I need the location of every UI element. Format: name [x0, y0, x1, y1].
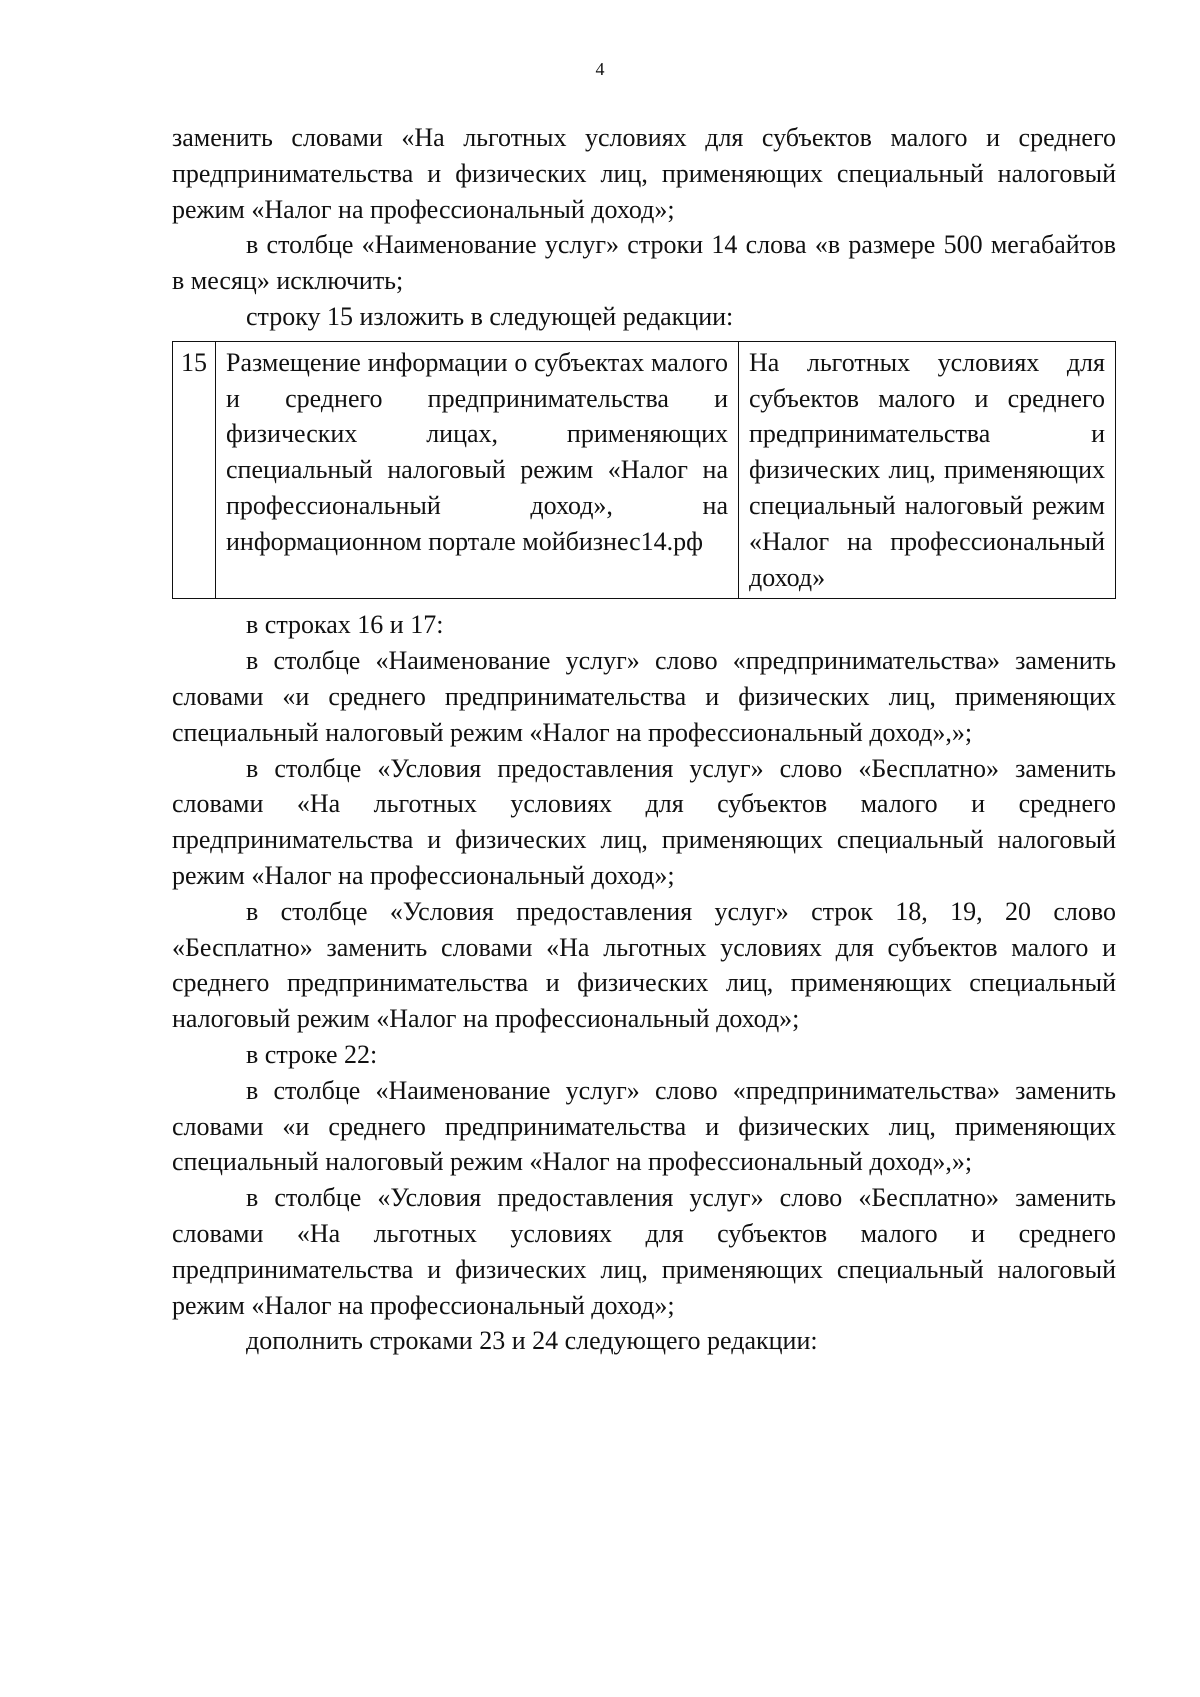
paragraph: в столбце «Условия предоставления услуг» слово «Бесплатно» заменить словами «На льготных условиях для субъектов малого и среднего предпринимательства и физических лиц, применяющих специальный налоговый режим «Налог на профессиональный доход»; — [172, 753, 1116, 890]
paragraph: в столбце «Наименование услуг» слово «предпринимательства» заменить словами «и среднего предпринимательства и физических лиц, применяющих специальный налоговый режим «Налог на профессиональный доход»,»; — [172, 646, 1116, 747]
services-table — [172, 341, 1116, 600]
service-conditions-cell: На льготных условиях для субъектов малого и среднего предпринимательства и физических лиц, применяющих специальный налоговый режим «Налог на профессиональный доход» — [739, 341, 1116, 599]
paragraph: строку 15 изложить в следующей редакции: — [246, 301, 734, 331]
table-row — [173, 341, 1116, 599]
paragraph: в столбце «Наименование услуг» строки 14 слова «в размере 500 мегабайтов в месяц» исключить; — [172, 230, 1116, 296]
service-name-cell: Размещение информации о субъектах малого и среднего предпринимательства и физических лицах, применяющих специальный налоговый режим «Налог на профессиональный доход», на информационном портале мойбизнес14.рф — [216, 341, 739, 599]
page-number: 4 — [595, 59, 605, 79]
paragraph: в столбце «Условия предоставления услуг» слово «Бесплатно» заменить словами «На льготных условиях для субъектов малого и среднего предпринимательства и физических лиц, применяющих специальный налоговый режим «Налог на профессиональный доход»; — [172, 1183, 1116, 1320]
paragraph: в столбце «Наименование услуг» слово «предпринимательства» заменить словами «и среднего предпринимательства и физических лиц, применяющих специальный налоговый режим «Налог на профессиональный доход»,»; — [172, 1075, 1116, 1177]
paragraph: в столбце «Условия предоставления услуг» строк 18, 19, 20 слово «Бесплатно» заменить словами «На льготных условиях для субъектов малого и среднего предпринимательства и физических лиц, применяющих специальный налоговый режим «Налог на профессиональный доход»; — [172, 896, 1116, 1034]
paragraph: в строках 16 и 17: — [246, 610, 444, 640]
paragraph: заменить словами «На льготных условиях для субъектов малого и среднего предпринимательства и физических лиц, применяющих специальный налоговый режим «Налог на профессиональный доход»; — [172, 123, 1116, 224]
paragraph: в строке 22: — [246, 1039, 378, 1069]
paragraph: дополнить строками 23 и 24 следующего редакции: — [246, 1326, 818, 1356]
document-body — [172, 120, 1116, 1359]
row-number-cell: 15 — [173, 341, 216, 599]
